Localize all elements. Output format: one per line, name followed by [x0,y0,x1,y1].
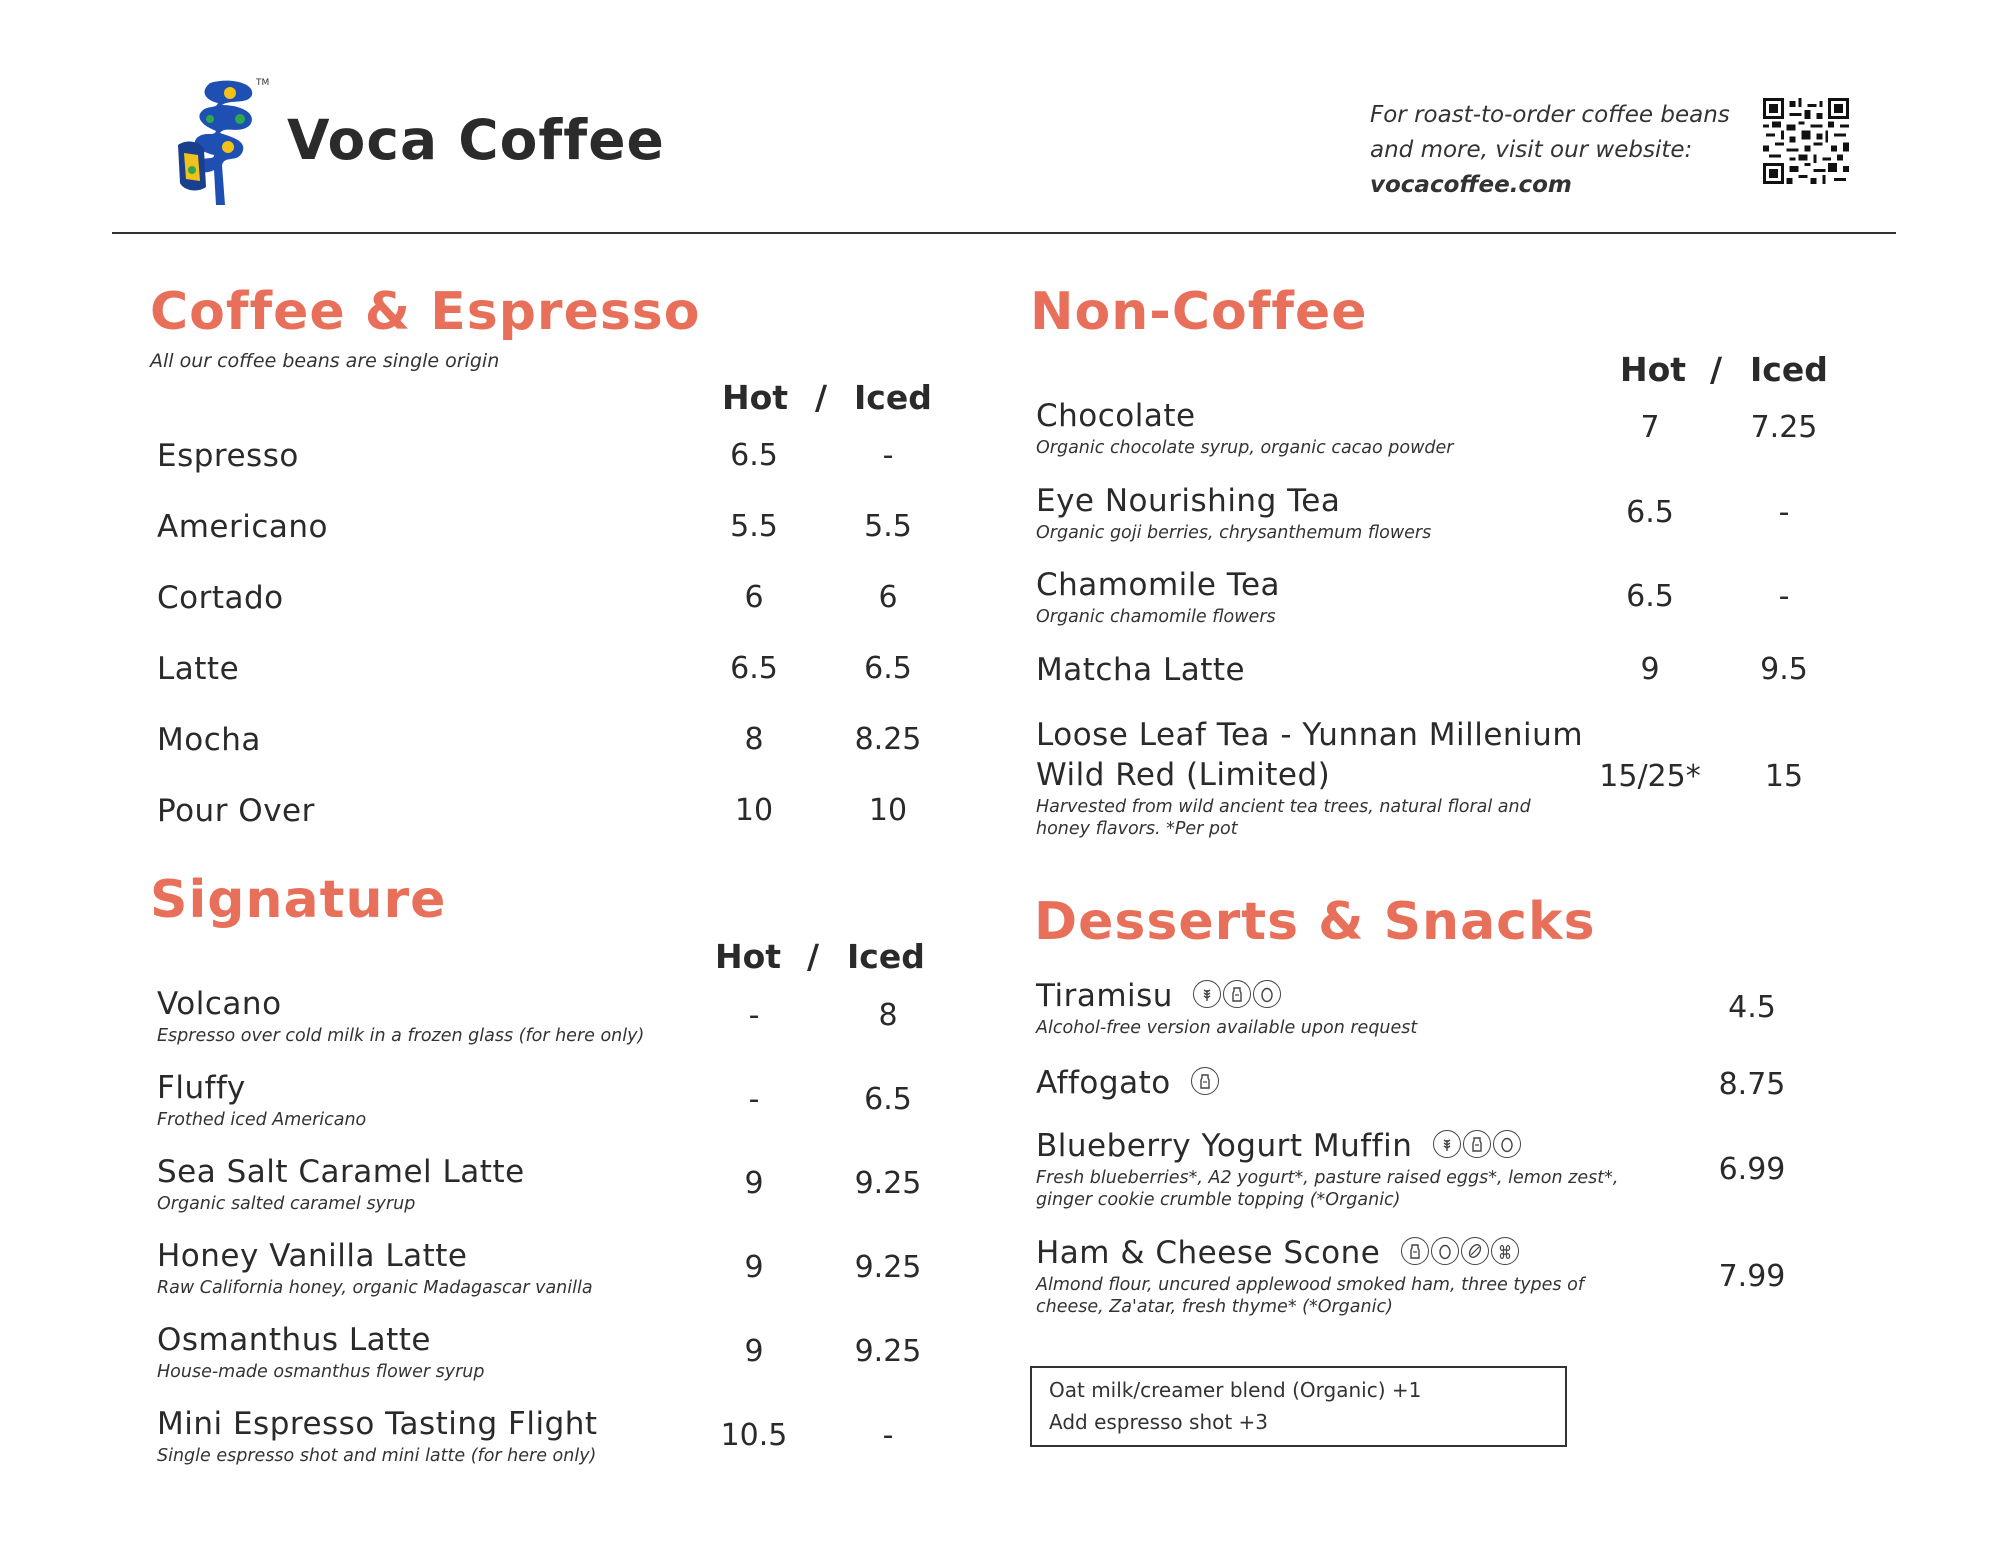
signature-item-desc: Raw California honey, organic Madagascar vanilla [157,1278,593,1298]
signature-price-hot: 9 [744,1250,764,1285]
signature-price-hot: 9 [744,1166,764,1201]
noncoffee-price-hot: 15/25* [1599,759,1701,794]
noncoffee-item-eye-nourishing-tea: Eye Nourishing Tea [1036,483,1341,519]
noncoffee-item-loose-leaf-tea: Loose Leaf Tea - Yunnan Millenium [1036,717,1584,753]
signature-item-desc: Single espresso shot and mini latte (for here only) [157,1446,597,1466]
dessert-item-name: Ham & Cheese Scone [1036,1235,1381,1271]
coffee-price-hot: 6.5 [730,438,778,473]
coffee-item-pour-over: Pour Over [157,793,315,829]
noncoffee-price-iced: 9.5 [1760,652,1808,687]
coffee-section-title: Coffee & Espresso [150,282,701,342]
coffee-slash: / [815,378,828,417]
dessert-item-blueberry-yogurt-muffin [1036,1128,1521,1164]
dessert-item-name: Blueberry Yogurt Muffin [1036,1128,1413,1164]
coffee-price-iced: 6 [878,580,898,615]
dessert-item-ham-cheese-scone [1036,1235,1519,1271]
noncoffee-price-iced: 7.25 [1750,410,1818,445]
dessert-price: 7.99 [1718,1259,1786,1294]
signature-price-hot: - [748,998,760,1033]
addons-box [1030,1366,1567,1447]
noncoffee-item-chamomile-tea: Chamomile Tea [1036,567,1281,603]
website-note-line1: For roast-to-order coffee beans [1370,102,1730,128]
noncoffee-item-chocolate: Chocolate [1036,398,1196,434]
signature-item-mini-espresso-tasting-flight: Mini Espresso Tasting Flight [157,1406,598,1442]
dessert-item-desc-line2: ginger cookie crumble topping (*Organic) [1036,1190,1401,1210]
svg-text:TM: TM [256,78,270,88]
signature-item-desc: Organic salted caramel syrup [157,1194,416,1214]
signature-item-fluffy: Fluffy [157,1070,246,1106]
allergen-icons [1191,1067,1219,1095]
coffee-price-hot: 6 [744,580,764,615]
allergen-icons [1193,980,1281,1008]
signature-item-sea-salt-caramel-latte: Sea Salt Caramel Latte [157,1154,525,1190]
signature-price-iced: 9.25 [854,1250,922,1285]
signature-price-iced: 9.25 [854,1334,922,1369]
noncoffee-item-desc: Organic chamomile flowers [1036,607,1276,627]
signature-section-title: Signature [150,870,447,930]
voca-logo-icon [170,75,270,210]
noncoffee-item-loose-leaf-tea-line2: Wild Red (Limited) [1036,757,1331,793]
noncoffee-item-matcha-latte: Matcha Latte [1036,652,1246,688]
coffee-price-iced: 6.5 [864,651,912,686]
signature-price-hot: 9 [744,1334,764,1369]
website-url[interactable]: vocacoffee.com [1370,172,1572,198]
header-divider [112,232,1896,234]
coffee-item-espresso: Espresso [157,438,299,474]
addon-oat-milk: Oat milk/creamer blend (Organic) +1 [1049,1378,1422,1402]
egg-icon [1431,1237,1459,1265]
dessert-item-desc: Almond flour, uncured applewood smoked ham, three types of [1036,1275,1584,1295]
website-note-line2: and more, visit our website: [1370,137,1693,163]
coffee-section-subtitle: All our coffee beans are single origin [150,350,500,372]
dairy-icon [1463,1130,1491,1158]
dessert-item-affogato [1036,1065,1219,1101]
dessert-item-desc-line2: cheese, Za'atar, fresh thyme* (*Organic) [1036,1297,1393,1317]
brand-name: Voca Coffee [287,108,665,172]
dessert-price: 4.5 [1728,990,1776,1025]
dessert-item-name: Tiramisu [1036,978,1173,1014]
dairy-icon [1401,1237,1429,1265]
coffee-iced-header: Iced [854,378,932,417]
coffee-item-latte: Latte [157,651,240,687]
signature-item-osmanthus-latte: Osmanthus Latte [157,1322,431,1358]
signature-price-iced: 9.25 [854,1166,922,1201]
noncoffee-price-hot: 6.5 [1626,495,1674,530]
coffee-price-hot: 6.5 [730,651,778,686]
noncoffee-item-desc-line2: honey flavors. *Per pot [1036,819,1238,839]
dessert-item-desc: Fresh blueberries*, A2 yogurt*, pasture raised eggs*, lemon zest*, [1036,1168,1619,1188]
coffee-item-americano: Americano [157,509,328,545]
signature-iced-header: Iced [847,937,925,976]
qr-code-icon[interactable] [1763,98,1849,184]
noncoffee-price-iced: - [1778,495,1790,530]
signature-price-iced: 8 [878,998,898,1033]
gluten-icon [1433,1130,1461,1158]
coffee-item-cortado: Cortado [157,580,284,616]
coffee-price-iced: 5.5 [864,509,912,544]
noncoffee-section-title: Non-Coffee [1030,282,1368,342]
noncoffee-item-desc: Organic chocolate syrup, organic cacao powder [1036,438,1454,458]
tree-nut-icon [1461,1237,1489,1265]
dessert-price: 6.99 [1718,1152,1786,1187]
noncoffee-price-iced: - [1778,579,1790,614]
egg-icon [1493,1130,1521,1158]
coffee-price-hot: 8 [744,722,764,757]
signature-hot-header: Hot [715,937,782,976]
dessert-item-tiramisu [1036,978,1281,1014]
coffee-price-iced: - [882,438,894,473]
allergen-icons [1433,1130,1521,1158]
egg-icon [1253,980,1281,1008]
signature-price-hot: - [748,1082,760,1117]
noncoffee-hot-header: Hot [1620,350,1687,389]
sesame-icon [1491,1237,1519,1265]
noncoffee-item-desc: Organic goji berries, chrysanthemum flowers [1036,523,1432,543]
coffee-price-hot: 5.5 [730,509,778,544]
signature-price-iced: - [882,1418,894,1453]
allergen-icons [1401,1237,1519,1265]
noncoffee-price-hot: 9 [1640,652,1660,687]
dairy-icon [1223,980,1251,1008]
noncoffee-slash: / [1710,350,1723,389]
signature-slash: / [807,937,820,976]
addon-espresso-shot: Add espresso shot +3 [1049,1410,1269,1434]
signature-item-desc: Frothed iced Americano [157,1110,367,1130]
dessert-price: 8.75 [1718,1067,1786,1102]
signature-item-desc: House-made osmanthus flower syrup [157,1362,485,1382]
noncoffee-price-hot: 7 [1640,410,1660,445]
dessert-item-name: Affogato [1036,1065,1171,1101]
noncoffee-iced-header: Iced [1750,350,1828,389]
signature-item-volcano: Volcano [157,986,282,1022]
desserts-section-title: Desserts & Snacks [1034,892,1596,952]
signature-item-honey-vanilla-latte: Honey Vanilla Latte [157,1238,468,1274]
coffee-price-iced: 8.25 [854,722,922,757]
coffee-item-mocha: Mocha [157,722,261,758]
signature-item-desc: Espresso over cold milk in a frozen glass (for here only) [157,1026,645,1046]
dessert-item-desc: Alcohol-free version available upon request [1036,1018,1418,1038]
dairy-icon [1191,1067,1219,1095]
noncoffee-item-desc: Harvested from wild ancient tea trees, natural floral and [1036,797,1531,817]
gluten-icon [1193,980,1221,1008]
coffee-price-iced: 10 [868,793,908,828]
website-note [1370,98,1730,203]
coffee-hot-header: Hot [722,378,789,417]
signature-price-iced: 6.5 [864,1082,912,1117]
noncoffee-price-hot: 6.5 [1626,579,1674,614]
noncoffee-price-iced: 15 [1764,759,1804,794]
signature-price-hot: 10.5 [720,1418,788,1453]
coffee-price-hot: 10 [734,793,774,828]
